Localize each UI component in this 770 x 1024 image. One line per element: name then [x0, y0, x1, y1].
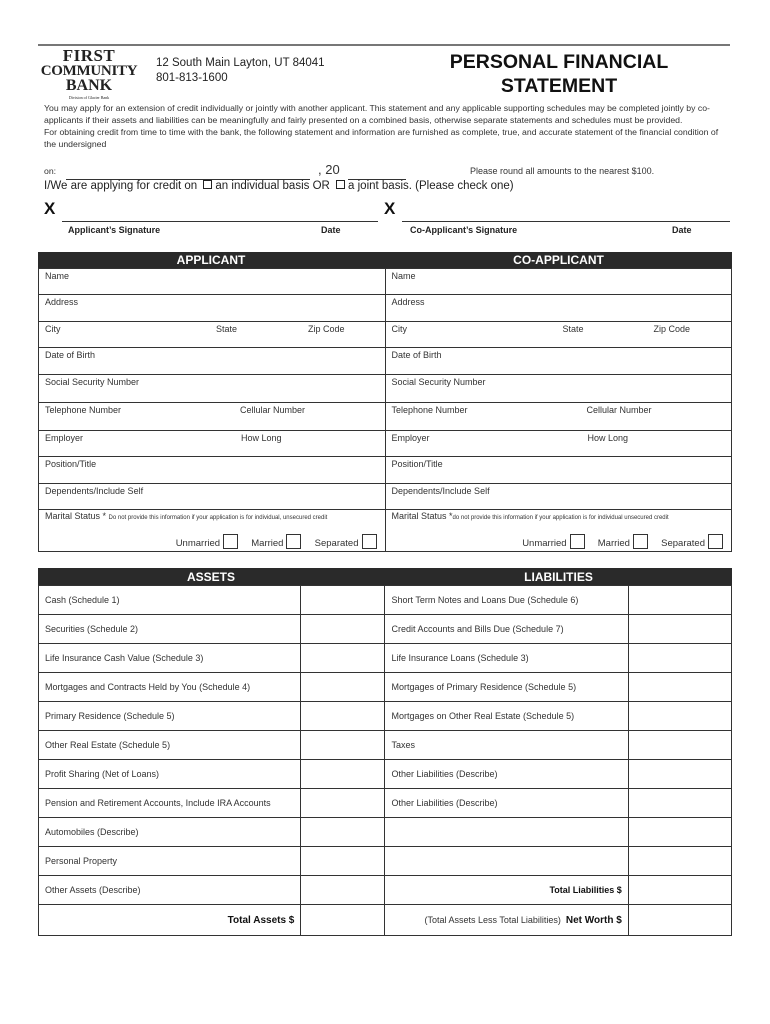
married-label: Married — [597, 538, 630, 549]
logo-line-2: COMMUNITY — [40, 63, 138, 79]
asset-amount-field[interactable] — [301, 673, 385, 702]
applicant-ssn-field[interactable] — [39, 375, 386, 403]
net-worth-label: Net Worth $ — [565, 914, 622, 926]
bank-address: 12 South Main Layton, UT 84041 — [156, 57, 325, 69]
applicant-city-state-zip-field[interactable] — [39, 322, 386, 348]
separated-label: Separated — [661, 538, 705, 549]
asset-amount-field[interactable] — [301, 876, 385, 905]
liability-amount-field[interactable] — [628, 847, 731, 876]
liability-amount-field[interactable] — [628, 586, 731, 615]
assets-liabilities-table — [38, 585, 732, 936]
liability-label — [385, 876, 628, 905]
liability-label: Mortgages on Other Real Estate (Schedule 5) — [385, 702, 628, 731]
intro-text — [44, 102, 724, 150]
liability-label: Other Liabilities (Describe) — [385, 789, 628, 818]
liability-amount-field[interactable] — [628, 760, 731, 789]
asset-label: Profit Sharing (Net of Loans) — [39, 760, 301, 789]
address-label: Address — [391, 297, 425, 307]
asset-label: Automobiles (Describe) — [39, 818, 301, 847]
name-label: Name — [391, 271, 416, 281]
individual-basis-label: an individual basis OR — [215, 180, 330, 192]
liability-amount-field[interactable] — [628, 818, 731, 847]
coapplicant-name-field[interactable] — [385, 269, 732, 295]
asset-liability-row — [39, 731, 732, 760]
dependents-label: Dependents/Include Self — [45, 486, 144, 496]
coapplicant-dob-field[interactable] — [385, 348, 732, 375]
how-long-label: How Long — [241, 433, 282, 443]
applicant-employer-field[interactable] — [39, 431, 386, 457]
unmarried-checkbox[interactable] — [570, 534, 585, 549]
asset-liability-row — [39, 673, 732, 702]
intro-paragraph-2: For obtaining credit from time to time with the bank, the following statement and information are furnished as complete, true, and accurate statement of the financial condition of the undersigned — [44, 127, 719, 149]
asset-label: Other Assets (Describe) — [39, 876, 301, 905]
coapplicant-date-label: Date — [672, 225, 692, 235]
employer-label: Employer — [45, 433, 84, 443]
net-worth-field[interactable] — [628, 905, 731, 936]
asset-liability-row — [39, 586, 732, 615]
coapplicant-x-mark: X — [384, 199, 396, 218]
zip-label: Zip Code — [308, 324, 345, 334]
liability-label: Short Term Notes and Loans Due (Schedule 6) — [385, 586, 628, 615]
liabilities-header: LIABILITIES — [524, 570, 593, 584]
asset-amount-field[interactable] — [301, 731, 385, 760]
bank-phone: 801-813-1600 — [156, 72, 228, 84]
marital-options — [176, 534, 377, 549]
year-prefix: , 20 — [318, 162, 340, 177]
coapplicant-marital-field — [385, 510, 732, 552]
credit-basis-text: I/We are applying for credit on — [44, 180, 198, 192]
total-liabilities-label: Total Liabilities $ — [549, 885, 622, 895]
total-assets-label: Total Assets $ — [227, 914, 295, 926]
applicant-address-field[interactable] — [39, 295, 386, 322]
asset-liability-row — [39, 847, 732, 876]
marital-options — [522, 534, 723, 549]
liability-label: Life Insurance Loans (Schedule 3) — [385, 644, 628, 673]
state-label: State — [216, 324, 238, 334]
liability-amount-field[interactable] — [628, 702, 731, 731]
applicant-header: APPLICANT — [176, 253, 246, 267]
cellular-label: Cellular Number — [586, 405, 652, 415]
marital-note: Do not provide this information if your application is for individual, unsecured credit — [108, 515, 328, 521]
joint-basis-label: a joint basis. (Please check one) — [348, 180, 514, 192]
asset-label: Primary Residence (Schedule 5) — [39, 702, 301, 731]
rounding-note: Please round all amounts to the nearest $100. — [470, 166, 655, 176]
marital-status-text — [45, 512, 380, 523]
net-worth-note: (Total Assets Less Total Liabilities) — [424, 914, 561, 925]
coapplicant-phone-field[interactable] — [385, 403, 732, 431]
logo-tagline: Division of Glacier Bank — [68, 95, 110, 100]
separated-checkbox[interactable] — [362, 534, 377, 549]
financial-header-bar — [38, 568, 732, 585]
asset-label: Cash (Schedule 1) — [39, 586, 301, 615]
marital-status-text — [392, 512, 727, 523]
logo-line-3: BANK — [65, 77, 113, 94]
total-liabilities-field[interactable] — [628, 876, 731, 905]
state-label: State — [562, 324, 584, 334]
dependents-label: Dependents/Include Self — [391, 486, 490, 496]
asset-liability-row — [39, 615, 732, 644]
liability-label: Taxes — [385, 731, 628, 760]
totals-row — [39, 905, 732, 936]
liability-label — [385, 847, 628, 876]
liability-amount-field[interactable] — [628, 673, 731, 702]
liability-label: Credit Accounts and Bills Due (Schedule 7) — [385, 615, 628, 644]
liability-amount-field[interactable] — [628, 731, 731, 760]
credit-basis-line — [44, 180, 514, 192]
applicant-marital-field — [39, 510, 386, 552]
liability-label — [385, 818, 628, 847]
married-checkbox[interactable] — [633, 534, 648, 549]
asset-label: Personal Property — [39, 847, 301, 876]
form-title-line-1: PERSONAL FINANCIAL — [449, 51, 669, 73]
asset-liability-row — [39, 818, 732, 847]
unmarried-label: Unmarried — [175, 538, 221, 549]
asset-liability-row — [39, 760, 732, 789]
applicant-date-label: Date — [321, 225, 341, 235]
ssn-label: Social Security Number — [391, 377, 486, 387]
asset-amount-field[interactable] — [301, 760, 385, 789]
asset-label: Life Insurance Cash Value (Schedule 3) — [39, 644, 301, 673]
city-label: City — [391, 324, 407, 334]
asset-amount-field[interactable] — [301, 702, 385, 731]
total-assets-field[interactable] — [301, 905, 385, 936]
coapplicant-address-field[interactable] — [385, 295, 732, 322]
coapplicant-position-field[interactable] — [385, 457, 732, 484]
position-label: Position/Title — [45, 459, 97, 469]
coapplicant-signature-label: Co-Applicant’s Signature — [410, 225, 518, 235]
intro-paragraph-1: You may apply for an extension of credit individually or jointly with another applicant. This statement and any applicable supporting schedules may be completed jointly by co-applicants if their assets and liabilities can be meaningfully and fairly presented on a combined basis, otherwise separate statements and schedules must be provided. — [44, 103, 710, 125]
liability-amount-field[interactable] — [628, 644, 731, 673]
name-label: Name — [45, 271, 70, 281]
asset-amount-field[interactable] — [301, 818, 385, 847]
telephone-label: Telephone Number — [391, 405, 468, 415]
married-label: Married — [251, 538, 284, 549]
applicant-dob-field[interactable] — [39, 348, 386, 375]
address-label: Address — [45, 297, 79, 307]
form-title — [404, 50, 714, 98]
header-rule — [38, 44, 730, 46]
separated-label: Separated — [314, 538, 359, 549]
city-label: City — [45, 324, 61, 334]
bank-logo — [38, 48, 140, 101]
bank-contact — [156, 56, 325, 86]
coapplicant-city-state-zip-field[interactable] — [385, 322, 732, 348]
applicant-name-field[interactable] — [39, 269, 386, 295]
applicant-signature-line[interactable] — [62, 221, 378, 222]
asset-label: Mortgages and Contracts Held by You (Schedule 4) — [39, 673, 301, 702]
asset-liability-row — [39, 789, 732, 818]
asset-label: Securities (Schedule 2) — [39, 615, 301, 644]
total-assets-cell — [39, 905, 301, 936]
telephone-label: Telephone Number — [45, 405, 122, 415]
dob-label: Date of Birth — [45, 350, 96, 360]
applicant-dependents-field[interactable] — [39, 484, 386, 510]
joint-basis-checkbox[interactable] — [336, 180, 345, 189]
form-title-line-2: STATEMENT — [500, 75, 618, 97]
liability-amount-field[interactable] — [628, 789, 731, 818]
on-label: on: — [44, 166, 57, 176]
marital-label: Marital Status * — [391, 511, 453, 521]
ssn-label: Social Security Number — [45, 377, 140, 387]
marital-label: Marital Status * — [45, 511, 107, 521]
net-worth-cell — [385, 905, 628, 936]
applicant-x-mark: X — [44, 199, 56, 218]
asset-amount-field[interactable] — [301, 615, 385, 644]
assets-header: ASSETS — [186, 570, 235, 584]
employer-label: Employer — [391, 433, 430, 443]
liability-amount-field[interactable] — [628, 615, 731, 644]
asset-label: Other Real Estate (Schedule 5) — [39, 731, 301, 760]
logo-line-1: FIRST — [62, 46, 116, 65]
asset-amount-field[interactable] — [301, 644, 385, 673]
separated-checkbox[interactable] — [708, 534, 723, 549]
marital-note: do not provide this information if your application is for individual unsecured credit — [452, 515, 669, 521]
liability-label: Mortgages of Primary Residence (Schedule 5) — [385, 673, 628, 702]
zip-label: Zip Code — [653, 324, 691, 334]
coapplicant-header: CO-APPLICANT — [513, 253, 604, 267]
asset-amount-field[interactable] — [301, 847, 385, 876]
unmarried-label: Unmarried — [522, 538, 567, 549]
asset-liability-row — [39, 702, 732, 731]
how-long-label: How Long — [587, 433, 629, 443]
applicant-position-field[interactable] — [39, 457, 386, 484]
asset-liability-row — [39, 876, 732, 905]
unmarried-checkbox[interactable] — [223, 534, 238, 549]
personal-info-table — [38, 268, 732, 552]
dob-label: Date of Birth — [391, 350, 442, 360]
liability-label: Other Liabilities (Describe) — [385, 760, 628, 789]
coapplicant-ssn-field[interactable] — [385, 375, 732, 403]
married-checkbox[interactable] — [286, 534, 301, 549]
applicant-signature-label: Applicant’s Signature — [68, 225, 161, 235]
position-label: Position/Title — [391, 459, 443, 469]
cellular-label: Cellular Number — [240, 405, 306, 415]
coapplicant-signature-line[interactable] — [402, 221, 730, 222]
personal-header-bar — [38, 252, 732, 268]
asset-label: Pension and Retirement Accounts, Include IRA Accounts — [39, 789, 301, 818]
asset-amount-field[interactable] — [301, 586, 385, 615]
individual-basis-checkbox[interactable] — [203, 180, 212, 189]
applicant-phone-field[interactable] — [39, 403, 386, 431]
asset-amount-field[interactable] — [301, 789, 385, 818]
coapplicant-dependents-field[interactable] — [385, 484, 732, 510]
asset-liability-row — [39, 644, 732, 673]
coapplicant-employer-field[interactable] — [385, 431, 732, 457]
